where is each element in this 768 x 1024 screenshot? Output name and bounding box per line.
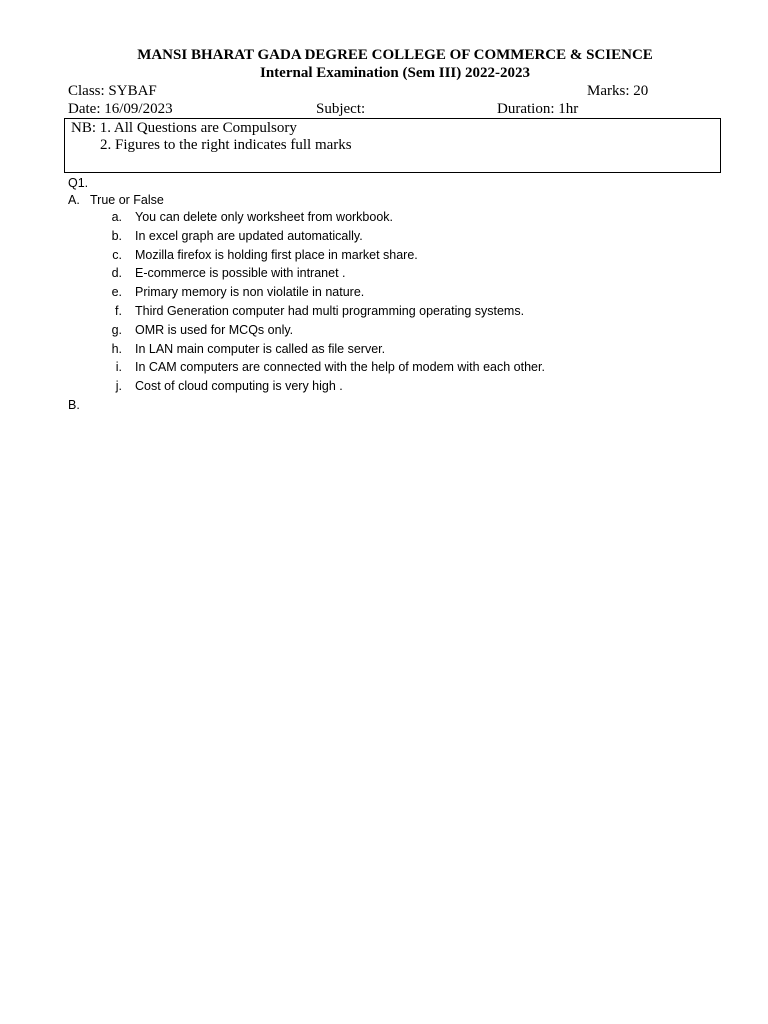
duration-label: Duration: 1hr (497, 101, 579, 117)
item-letter: g. (111, 322, 122, 337)
item-letter: j. (115, 379, 122, 394)
section-b-letter: B. (68, 398, 80, 412)
item-letter: h. (111, 341, 122, 356)
item-letter: e. (111, 285, 122, 300)
item-letter: c. (112, 247, 122, 262)
item-text: You can delete only worksheet from workbook. (135, 210, 394, 224)
question-number: Q1. (68, 176, 89, 190)
date-label: Date: 16/09/2023 (68, 101, 173, 117)
section-a-letter: A. (68, 193, 80, 207)
item-text: Cost of cloud computing is very high . (135, 379, 343, 394)
item-text: Primary memory is non violatile in nature. (135, 285, 365, 300)
marks-label: Marks: 20 (587, 83, 649, 99)
class-label: Class: SYBAF (68, 83, 157, 99)
item-letter: i. (115, 360, 122, 375)
subject-label: Subject: (316, 101, 366, 117)
note-line-1: NB: 1. All Questions are Compulsory (71, 120, 297, 136)
item-letter: a. (111, 210, 122, 224)
item-letter: b. (111, 228, 122, 243)
item-text: In excel graph are updated automatically. (135, 228, 363, 243)
notes-box (64, 118, 721, 173)
item-letter: f. (115, 304, 122, 318)
item-text: In LAN main computer is called as file server. (135, 341, 386, 356)
college-title: MANSI BHARAT GADA DEGREE COLLEGE OF COMMERCE & SCIENCE (137, 47, 653, 63)
item-text: OMR is used for MCQs only. (135, 322, 294, 337)
item-text: In CAM computers are connected with the help of modem with each other. (135, 360, 545, 375)
item-text: E-commerce is possible with intranet . (135, 266, 346, 281)
item-text: Mozilla firefox is holding first place in market share. (135, 247, 418, 262)
section-a-title: True or False (90, 193, 164, 207)
item-letter: d. (111, 266, 122, 281)
exam-title: Internal Examination (Sem III) 2022-2023 (259, 65, 530, 81)
item-text: Third Generation computer had multi programming operating systems. (135, 304, 525, 318)
note-line-2: 2. Figures to the right indicates full marks (100, 137, 352, 153)
